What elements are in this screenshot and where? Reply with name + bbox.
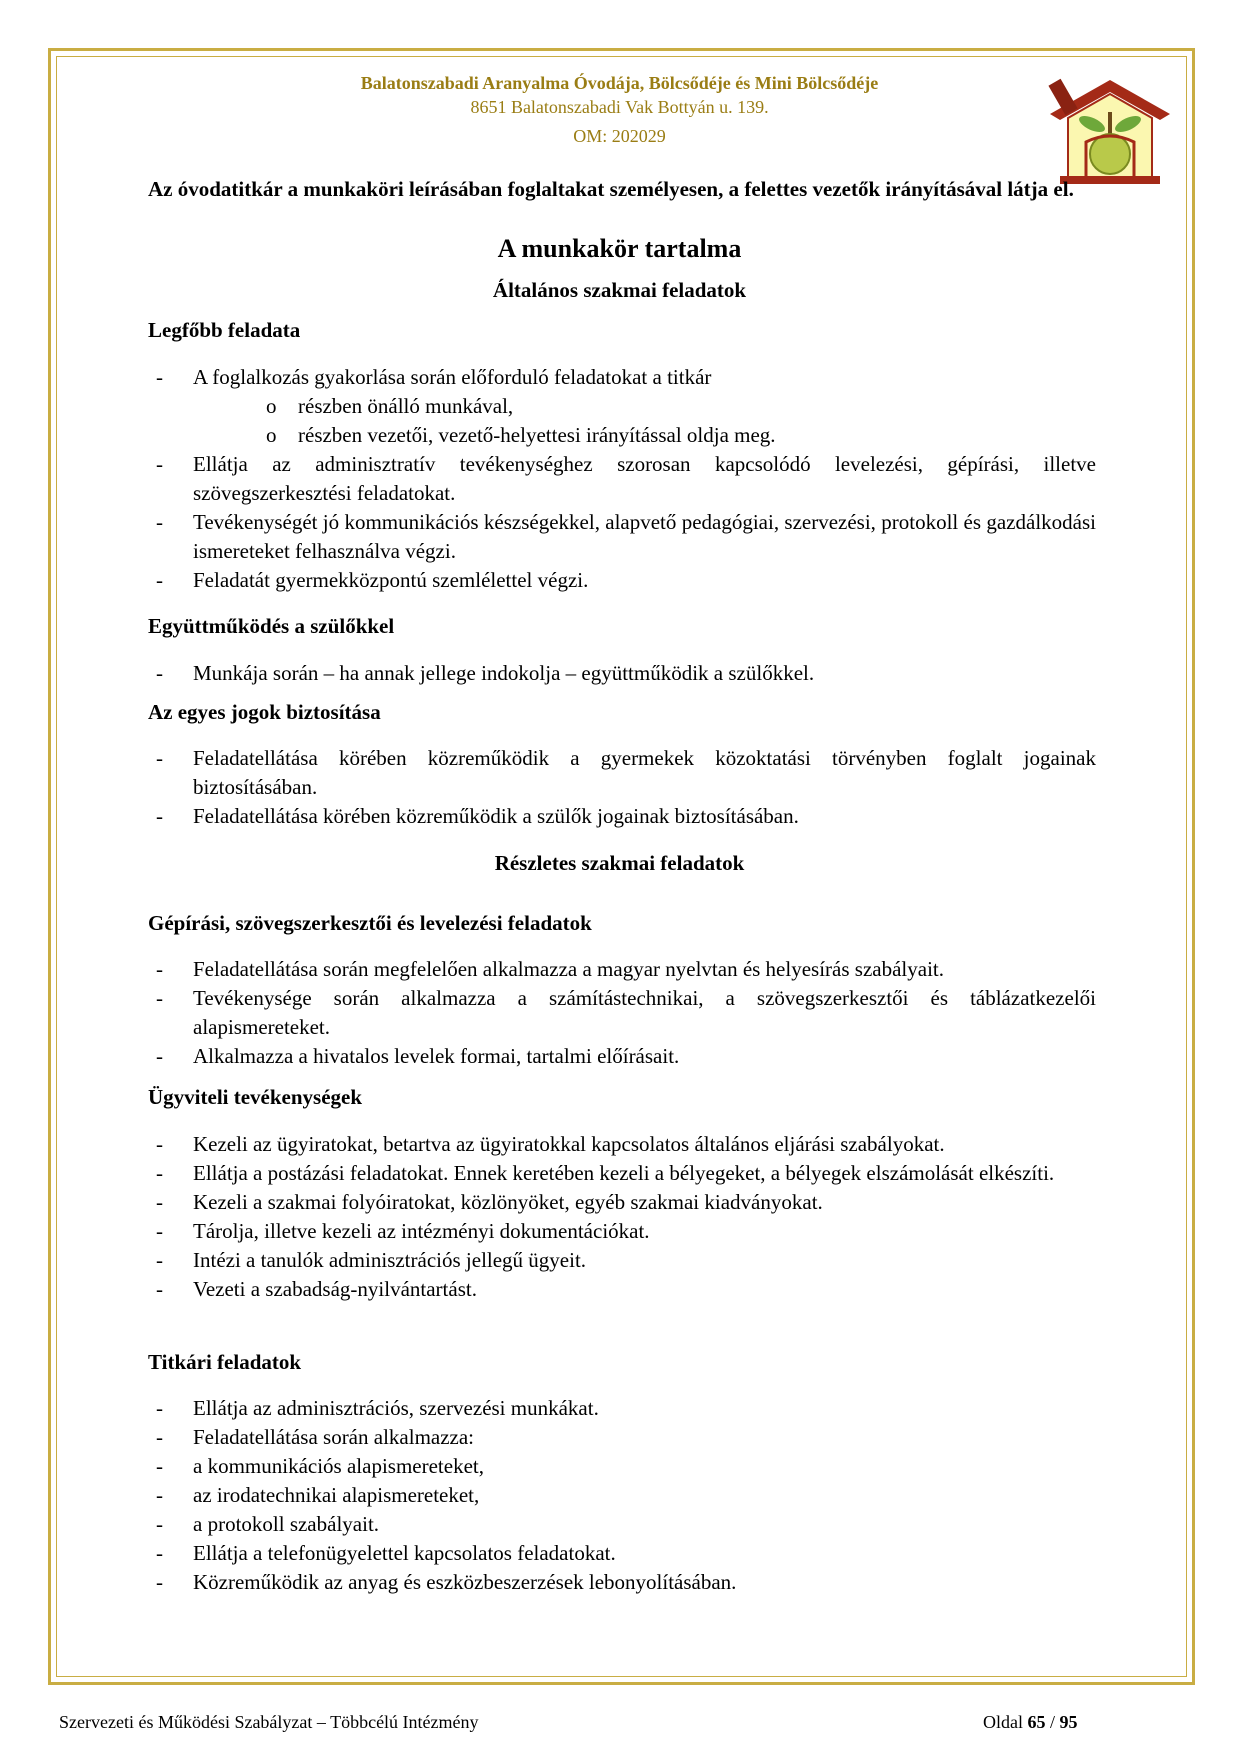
list-item: - Alkalmazza a hivatalos levelek formai, tartalmi előírásait.	[156, 1044, 680, 1068]
heading-admin: Ügyviteli tevékenységek	[148, 1085, 363, 1109]
list-item: - Feladatellátása körében közreműködik a szülők jogainak biztosításában.	[156, 804, 799, 828]
list-parents	[148, 659, 1096, 688]
list-rights	[148, 744, 1096, 831]
heading-rights: Az egyes jogok biztosítása	[148, 700, 381, 724]
list-item: - Tárolja, illetve kezeli az intézményi dokumentációkat.	[156, 1219, 650, 1243]
list-item: - Feladatellátása körében közreműködik a gyermekek közoktatási törvényben foglalt jogainak biztosításában.	[156, 746, 1096, 799]
list-typing	[148, 955, 1096, 1071]
list-item: - Ellátja a telefonügyelettel kapcsolatos feladatokat.	[156, 1541, 616, 1565]
heading-typing: Gépírási, szövegszerkesztői és levelezési feladatok	[148, 911, 592, 935]
list-item: - Vezeti a szabadság-nyilvántartást.	[156, 1277, 477, 1301]
page-title: A munkakör tartalma	[497, 234, 742, 263]
heading-secretary: Titkári feladatok	[148, 1350, 302, 1374]
list-item: - Ellátja az adminisztrációs, szervezési munkákat.	[156, 1396, 599, 1420]
list-item: - A foglalkozás gyakorlása során előforduló feladatokat a titkár o részben önálló munkával, o részben vezetői, vezető-helyettesi irányítással oldja meg.	[148, 363, 1096, 450]
section-detailed-heading: Részletes szakmai feladatok	[494, 851, 745, 875]
list-item: - Tevékenységét jó kommunikációs készségekkel, alapvető pedagógiai, szervezési, protokoll és gazdálkodási ismereteket felhasználva végzi.	[156, 510, 1096, 563]
list-main-task	[148, 363, 1096, 595]
list-item: - a kommunikációs alapismereteket,	[156, 1454, 484, 1478]
heading-parents: Együttműködés a szülőkkel	[148, 614, 395, 638]
sub-list-item: o részben vezetői, vezető-helyettesi irányítással oldja meg.	[266, 423, 776, 447]
institution-om: OM: 202029	[573, 126, 666, 146]
list-item: - Munkája során – ha annak jellege indokolja – együttműködik a szülőkkel.	[156, 661, 815, 685]
list-item: - Kezeli az ügyiratokat, betartva az ügyiratokkal kapcsolatos általános eljárási szabályokat.	[156, 1132, 945, 1156]
institution-name: Balatonszabadi Aranyalma Óvodája, Bölcsődéje és Mini Bölcsődéje	[360, 73, 879, 93]
footer-document-title: Szervezeti és Működési Szabályzat – Többcélú Intézmény	[59, 1712, 479, 1732]
list-admin	[148, 1130, 1096, 1304]
intro-text: Az óvodatitkár a munkaköri leírásában foglaltakat személyesen, a felettes vezetők irányításával látja el.	[148, 177, 1074, 201]
list-item: - Ellátja a postázási feladatokat. Ennek keretében kezeli a bélyegeket, a bélyegek elszámolását elkészíti.	[156, 1161, 1055, 1185]
section-general-heading: Általános szakmai feladatok	[492, 278, 747, 302]
list-item: - Tevékenysége során alkalmazza a számítástechnikai, a szövegszerkesztői és táblázatkezelői alapismereteket.	[156, 986, 1096, 1039]
list-item: - Intézi a tanulók adminisztrációs jellegű ügyeit.	[156, 1248, 587, 1272]
heading-main-task: Legfőbb feladata	[148, 318, 301, 342]
list-secretary	[148, 1394, 1096, 1597]
institution-address: 8651 Balatonszabadi Vak Bottyán u. 139.	[470, 97, 769, 117]
list-item: - Közreműködik az anyag és eszközbeszerzések lebonyolításában.	[156, 1570, 737, 1594]
list-item: - Feladatellátása során alkalmazza:	[156, 1425, 475, 1449]
list-item: - Kezeli a szakmai folyóiratokat, közlönyöket, egyéb szakmai kiadványokat.	[156, 1190, 823, 1214]
list-item: - Feladatellátása során megfelelően alkalmazza a magyar nyelvtan és helyesírás szabályait.	[156, 957, 944, 981]
list-item: - Feladatát gyermekközpontú szemlélettel végzi.	[156, 568, 589, 592]
list-item: - a protokoll szabályait.	[156, 1512, 380, 1536]
sub-list-item: o részben önálló munkával,	[266, 394, 514, 418]
footer-page-number: Oldal 65 / 95	[983, 1712, 1078, 1732]
list-item: - Ellátja az adminisztratív tevékenységhez szorosan kapcsolódó levelezési, gépírási, illetve szövegszerkesztési feladatokat.	[156, 452, 1096, 505]
list-item: - az irodatechnikai alapismereteket,	[156, 1483, 480, 1507]
